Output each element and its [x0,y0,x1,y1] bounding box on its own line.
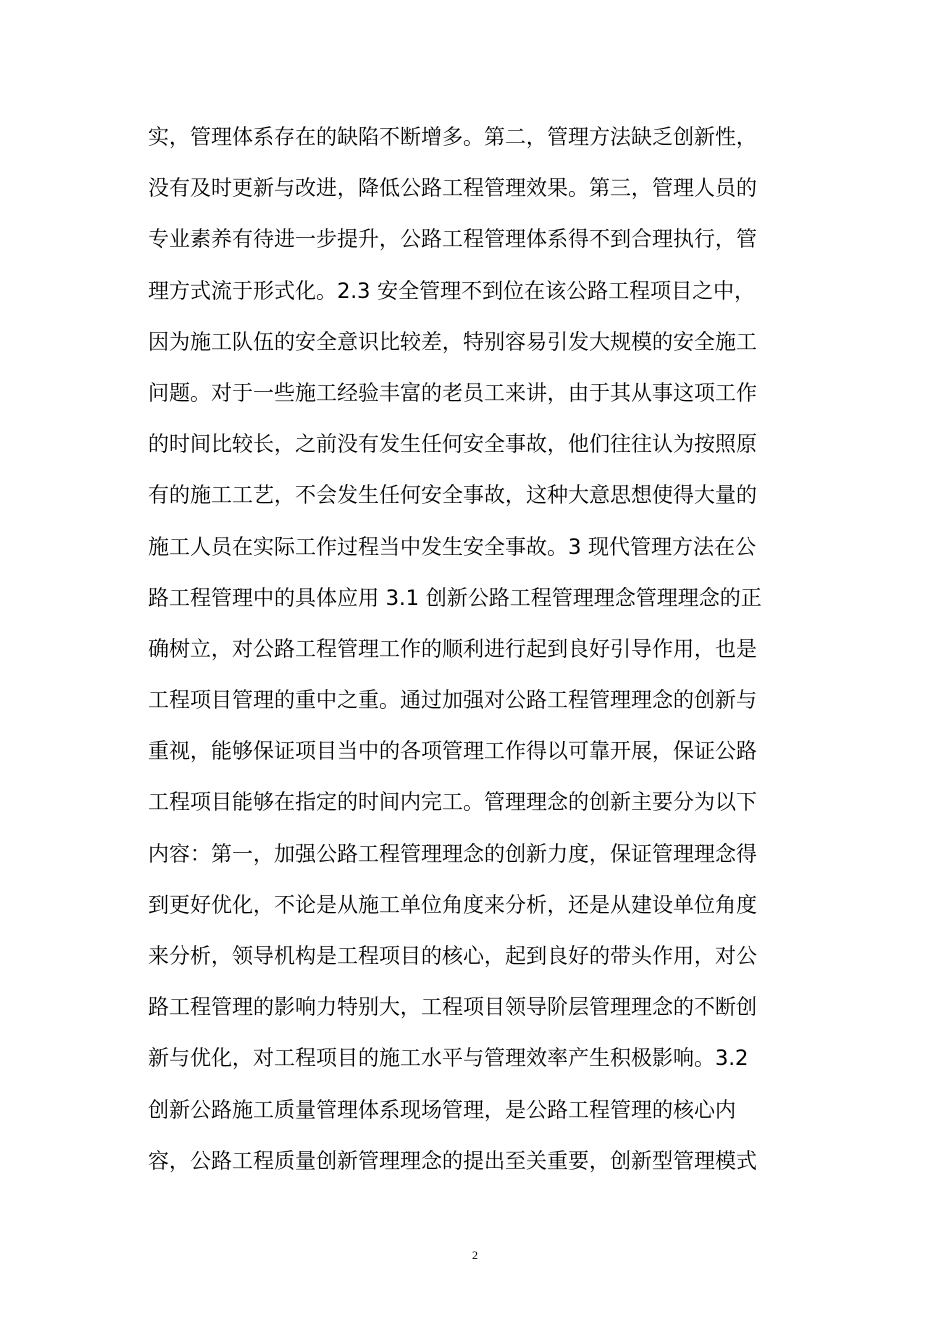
text-line: 因为施工队伍的安全意识比较差，特别容易引发大规模的安全施工 [148,329,757,354]
text-line: 的时间比较长，之前没有发生任何安全事故，他们往往认为按照原 [148,432,757,457]
text-line: 路工程管理的影响力特别大，工程项目领导阶层管理理念的不断创 [148,995,757,1020]
text-line: 到更好优化，不论是从施工单位角度来分析，还是从建设单位角度 [148,892,757,917]
text-line: 没有及时更新与改进，降低公路工程管理效果。第三，管理人员的 [148,176,757,201]
text-line: 工程项目管理的重中之重。通过加强对公路工程管理理念的创新与 [148,688,757,713]
text-line: 容，公路工程质量创新管理理念的提出至关重要，创新型管理模式 [148,1148,757,1173]
text-line: 重视，能够保证项目当中的各项管理工作得以可靠开展，保证公路 [148,739,757,764]
text-line: 工程项目能够在指定的时间内完工。管理理念的创新主要分为以下 [148,790,757,815]
text-line: 专业素养有待进一步提升，公路工程管理体系得不到合理执行，管 [148,227,757,252]
text-line: 问题。对于一些施工经验丰富的老员工来讲，由于其从事这项工作 [148,380,757,405]
text-line: 内容：第一，加强公路工程管理理念的创新力度，保证管理理念得 [148,841,757,866]
text-line: 路工程管理中的具体应用 3.1 创新公路工程管理理念管理理念的正 [148,585,762,610]
text-line: 来分析，领导机构是工程项目的核心，起到良好的带头作用，对公 [148,944,757,968]
body-text [148,118,808,1193]
text-line: 有的施工工艺，不会发生任何安全事故，这种大意思想使得大量的 [148,483,757,508]
text-line: 新与优化，对工程项目的施工水平与管理效率产生积极影响。3.2 [148,1046,749,1071]
text-line: 理方式流于形式化。2.3 安全管理不到位在该公路工程项目之中， [148,278,756,303]
page-number: 2 [472,1248,478,1262]
text-line: 确树立，对公路工程管理工作的顺利进行起到良好引导作用，也是 [148,636,757,661]
text-line: 创新公路施工质量管理体系现场管理，是公路工程管理的核心内 [148,1097,736,1122]
text-line: 实，管理体系存在的缺陷不断增多。第二，管理方法缺乏创新性， [148,125,757,149]
text-line: 施工人员在实际工作过程当中发生安全事故。3 现代管理方法在公 [148,534,757,559]
